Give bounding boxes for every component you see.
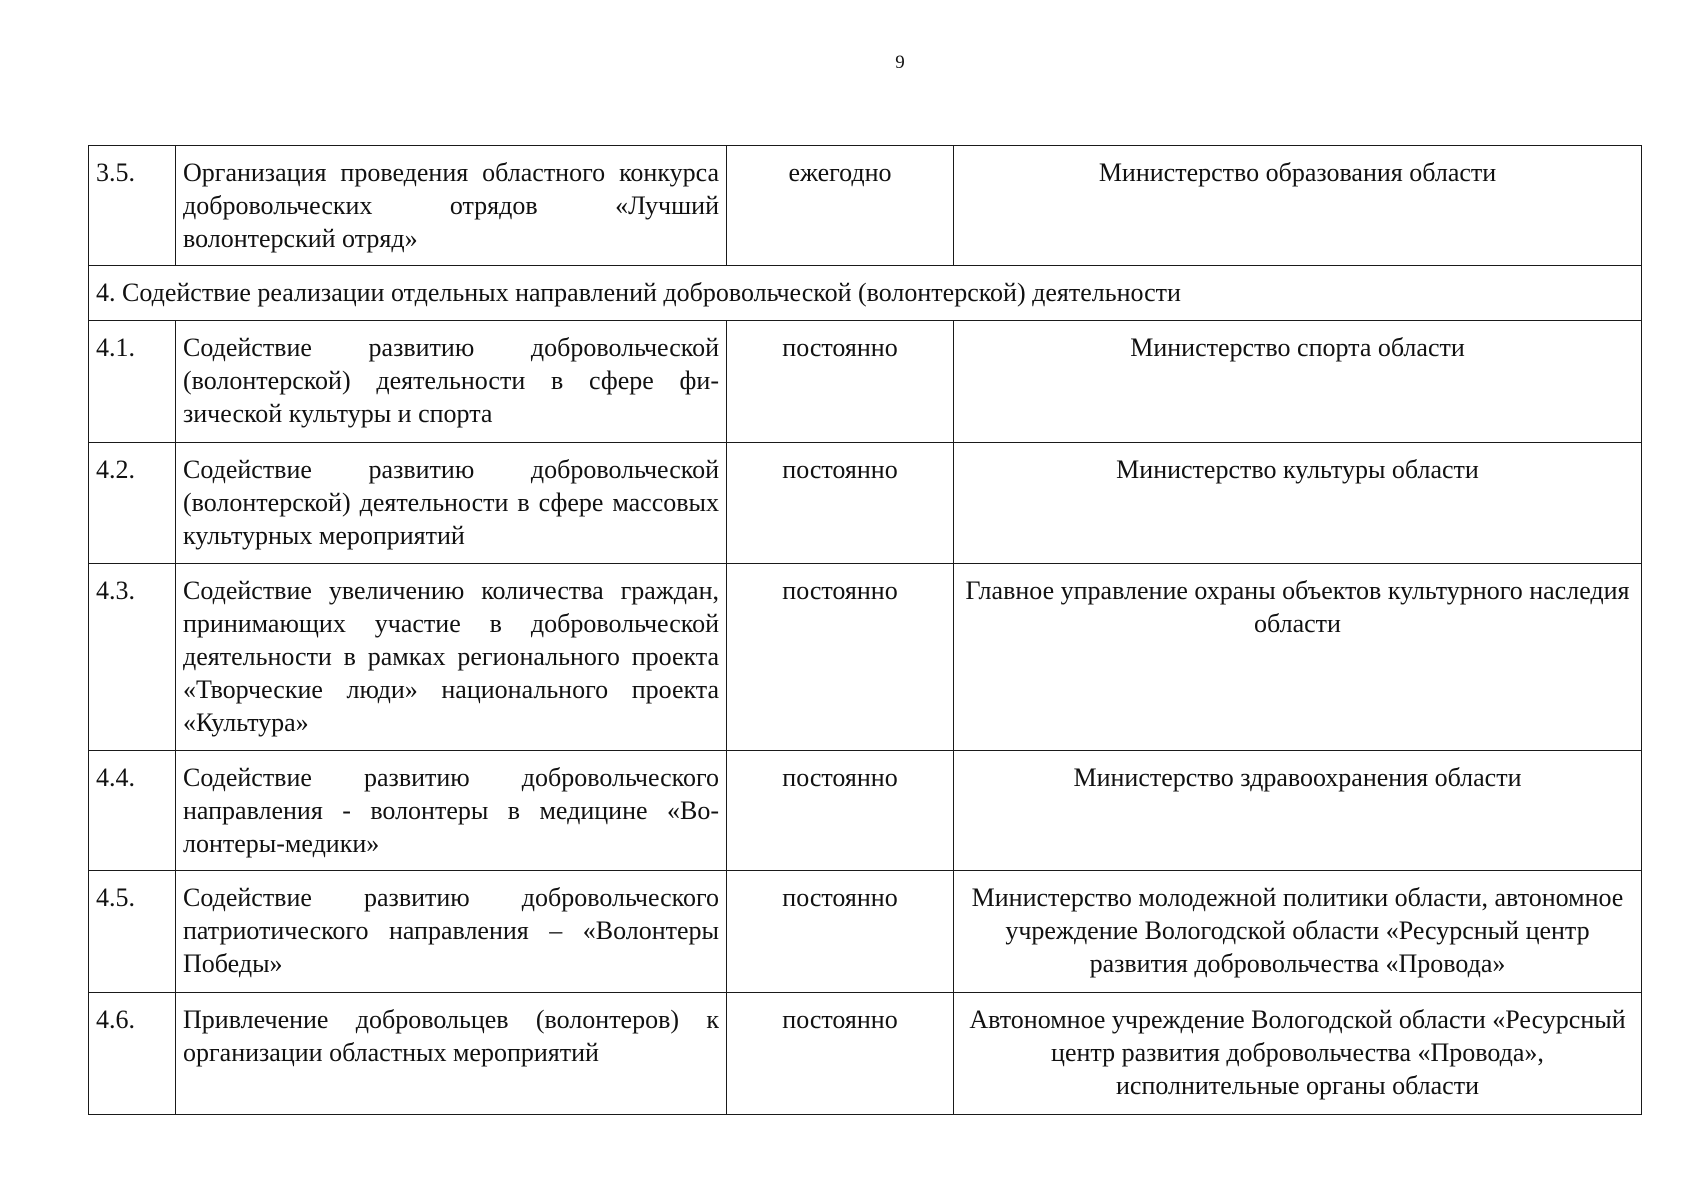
item-number: 4.2. bbox=[89, 443, 176, 564]
item-executor: Автономное учреждение Вологодской области «Ресурсный центр развития добровольчества «Провода», исполнительные органы области bbox=[954, 993, 1642, 1115]
item-number: 3.5. bbox=[89, 146, 176, 266]
item-number: 4.1. bbox=[89, 321, 176, 443]
item-number: 4.6. bbox=[89, 993, 176, 1115]
item-executor: Министерство образования области bbox=[954, 146, 1642, 266]
item-description: Содействие развитию добровольческого патриотического направления – «Волонтеры Победы» bbox=[176, 871, 727, 993]
item-description: Содействие развитию добровольческой (волонтерской) деятельности в сфере массовых культурных мероприятий bbox=[176, 443, 727, 564]
item-period: постоянно bbox=[727, 443, 954, 564]
item-period: постоянно bbox=[727, 321, 954, 443]
item-executor: Министерство молодежной политики области, автономное учреждение Вологодской области «Ресурсный центр развития добровольчества «Провода» bbox=[954, 871, 1642, 993]
item-number: 4.4. bbox=[89, 751, 176, 871]
item-executor: Министерство здравоохранения области bbox=[954, 751, 1642, 871]
item-period: постоянно bbox=[727, 871, 954, 993]
table-row bbox=[89, 751, 1642, 871]
item-description: Привлечение добровольцев (волонтеров) к организации областных мероприятий bbox=[176, 993, 727, 1115]
item-executor: Министерство культуры области bbox=[954, 443, 1642, 564]
activities-table bbox=[88, 145, 1642, 1115]
table-row bbox=[89, 993, 1642, 1115]
item-number: 4.3. bbox=[89, 564, 176, 751]
item-description: Организация проведения областного конкурса добровольческих отрядов «Лучший волонтерский отряд» bbox=[176, 146, 727, 266]
page-number: 9 bbox=[895, 52, 905, 73]
item-period: постоянно bbox=[727, 564, 954, 751]
item-executor: Министерство спорта области bbox=[954, 321, 1642, 443]
item-description: Содействие увеличению количества граждан, принимающих участие в добровольческой деятельности в рамках регионального проекта «Творческие люди» национального проекта «Культура» bbox=[176, 564, 727, 751]
item-description: Содействие развитию добровольческой (волонтерской) деятельности в сфере физической культуры и спорта bbox=[176, 321, 727, 443]
item-period: ежегодно bbox=[727, 146, 954, 266]
table-row bbox=[89, 564, 1642, 751]
table-row bbox=[89, 146, 1642, 266]
item-period: постоянно bbox=[727, 993, 954, 1115]
item-period: постоянно bbox=[727, 751, 954, 871]
table-row bbox=[89, 871, 1642, 993]
section-heading: 4. Содействие реализации отдельных направлений добровольческой (волонтерской) деятельности bbox=[89, 266, 1642, 321]
table-row bbox=[89, 443, 1642, 564]
table-row bbox=[89, 321, 1642, 443]
item-executor: Главное управление охраны объектов культурного наследия области bbox=[954, 564, 1642, 751]
item-number: 4.5. bbox=[89, 871, 176, 993]
item-description: Содействие развитию добровольческого направления - волонтеры в медицине «Волонтеры-медики» bbox=[176, 751, 727, 871]
section-row bbox=[89, 266, 1642, 321]
